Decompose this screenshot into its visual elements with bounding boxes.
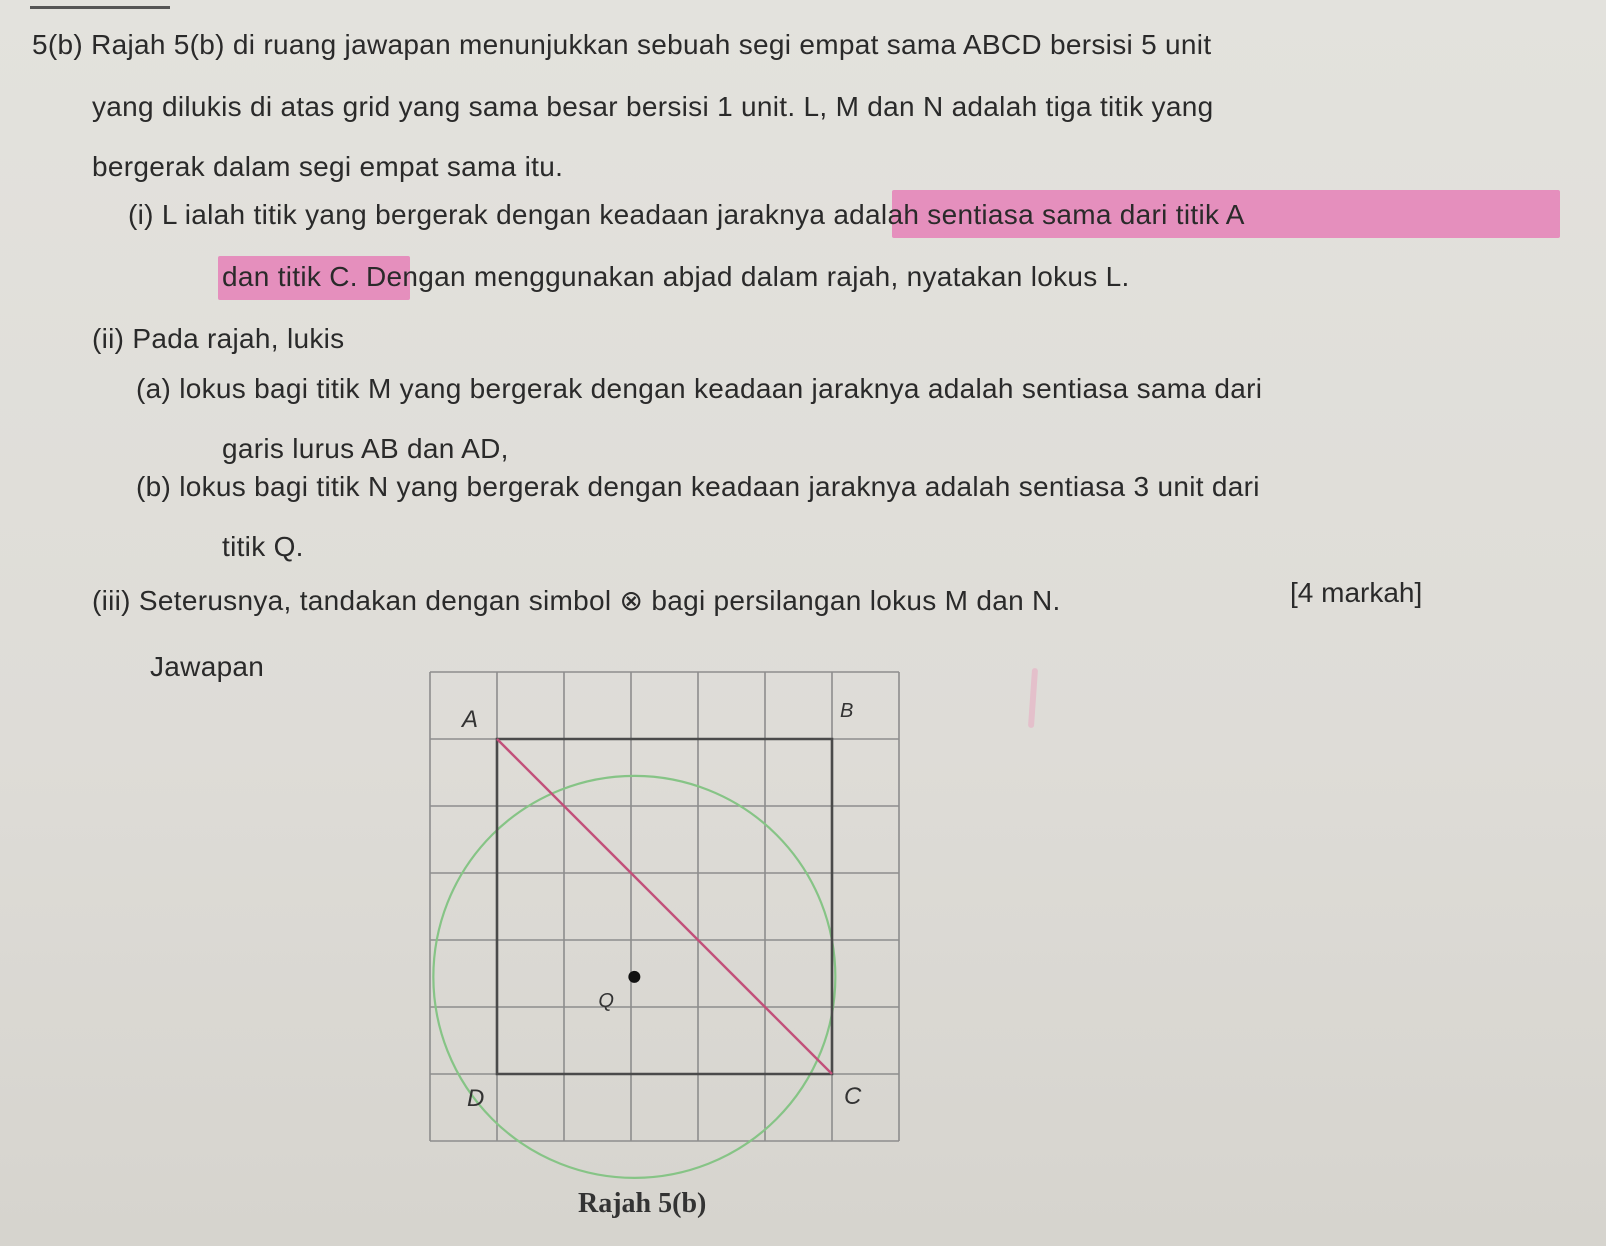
part-iii-text: (iii) Seterusnya, tandakan dengan simbol ⊗ bagi persilangan lokus M dan N. [92,585,1061,616]
question-line-3: bergerak dalam segi empat sama itu. [92,151,564,182]
label-b: B [840,700,854,722]
point-q [628,971,640,983]
answer-label: Jawapan [150,651,265,682]
label-d: D [467,1085,485,1112]
label-c: C [844,1083,862,1110]
part-i-plain-2: . Dengan menggunakan abjad dalam rajah, nyatakan lokus L. [349,261,1130,292]
diagonal-ac-locus [497,739,832,1074]
part-ii-intro: (ii) Pada rajah, lukis [92,323,345,354]
part-ii-a-line-1: (a) lokus bagi titik M yang bergerak dengan keadaan jaraknya adalah sentiasa sama dari [136,373,1263,404]
question-line-2: yang dilukis di atas grid yang sama besar bersisi 1 unit. L, M dan N adalah tiga titik yang [92,91,1214,122]
marks-label: [4 markah] [1290,577,1423,608]
question-line-1: 5(b) Rajah 5(b) di ruang jawapan menunjukkan sebuah segi empat sama ABCD bersisi 5 unit [32,29,1212,60]
part-i-highlight-1: jaraknya adalah sentiasa sama dari titik A [717,199,1245,230]
part-i-highlight-2: dan titik C [222,261,350,292]
part-ii-a-line-2: garis lurus AB dan AD, [222,433,509,464]
label-a: A [462,706,479,733]
label-q: Q [598,989,614,1012]
diagram-caption: Rajah 5(b) [578,1188,707,1219]
part-ii-b-line-1: (b) lokus bagi titik N yang bergerak dengan keadaan jaraknya adalah sentiasa 3 unit dari [136,471,1260,502]
part-ii-b-line-2: titik Q. [222,531,304,562]
part-i-plain-1: (i) L ialah titik yang bergerak dengan keadaan [128,199,717,230]
